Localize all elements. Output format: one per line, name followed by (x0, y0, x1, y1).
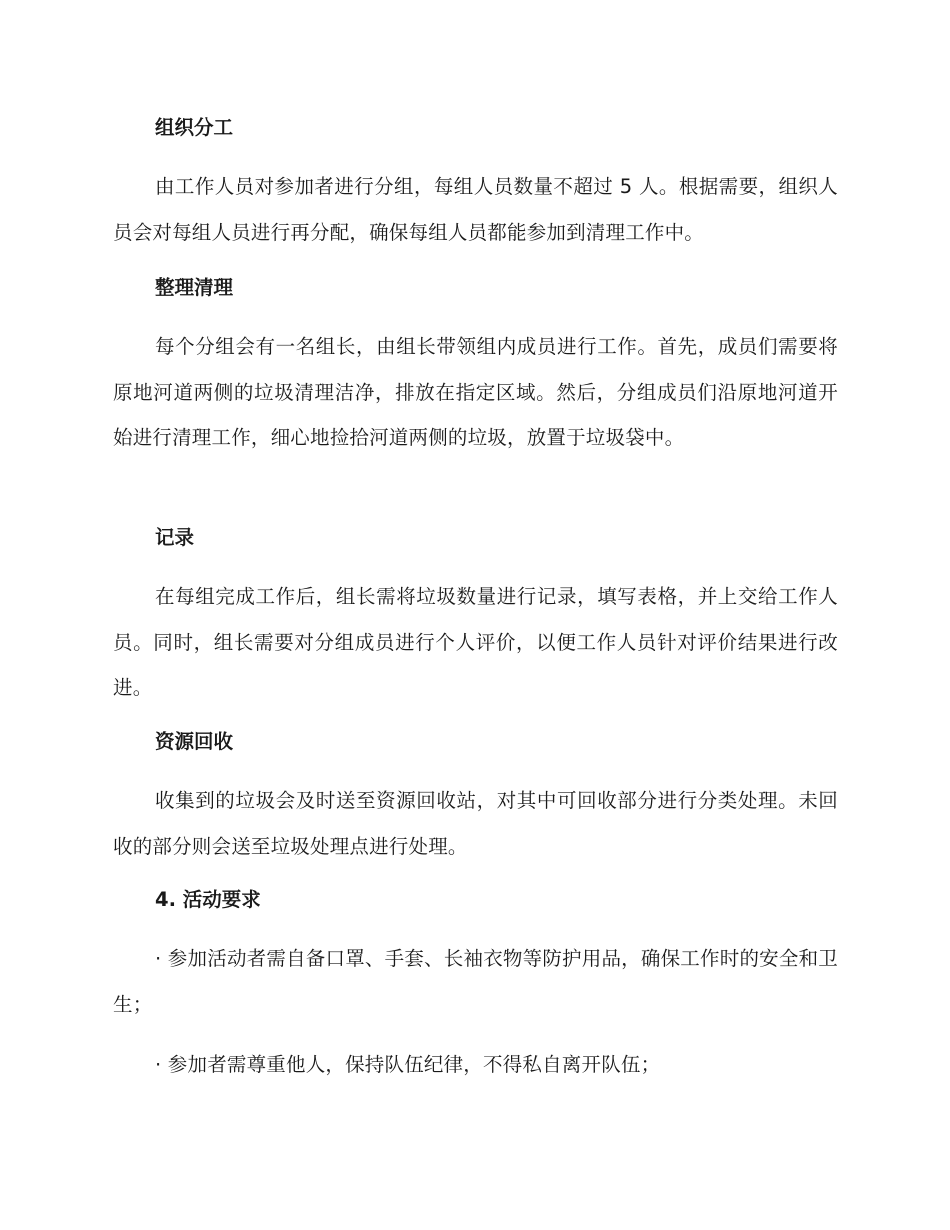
section-heading: 组织分工 (155, 116, 234, 139)
list-item: · 参加者需尊重他人，保持队伍纪律，不得私自离开队伍； (155, 1053, 661, 1076)
section-heading: 记录 (155, 526, 195, 549)
section-heading: 4. 活动要求 (155, 888, 261, 911)
section-paragraph: 收集到的垃圾会及时送至资源回收站，对其中可回收部分进行分类处理。未回收的部分则会送至垃圾处理点进行处理。 (113, 789, 838, 858)
section-heading: 整理清理 (155, 276, 234, 299)
section-heading: 资源回收 (155, 730, 234, 753)
section-paragraph: 在每组完成工作后，组长需将垃圾数量进行记录，填写表格，并上交给工作人员。同时，组长需要对分组成员进行个人评价，以便工作人员针对评价结果进行改进。 (113, 585, 838, 700)
section-paragraph: 由工作人员对参加者进行分组，每组人员数量不超过 5 人。根据需要，组织人员会对每组人员进行再分配，确保每组人员都能参加到清理工作中。 (113, 175, 838, 244)
list-item: · 参加活动者需自备口罩、手套、长袖衣物等防护用品，确保工作时的安全和卫生； (113, 947, 838, 1016)
section-paragraph: 每个分组会有一名组长，由组长带领组内成员进行工作。首先，成员们需要将原地河道两侧的垃圾清理洁净，排放在指定区域。然后，分组成员们沿原地河道开始进行清理工作，细心地捡拾河道两侧的垃圾，放置于垃圾袋中。 (113, 335, 838, 450)
